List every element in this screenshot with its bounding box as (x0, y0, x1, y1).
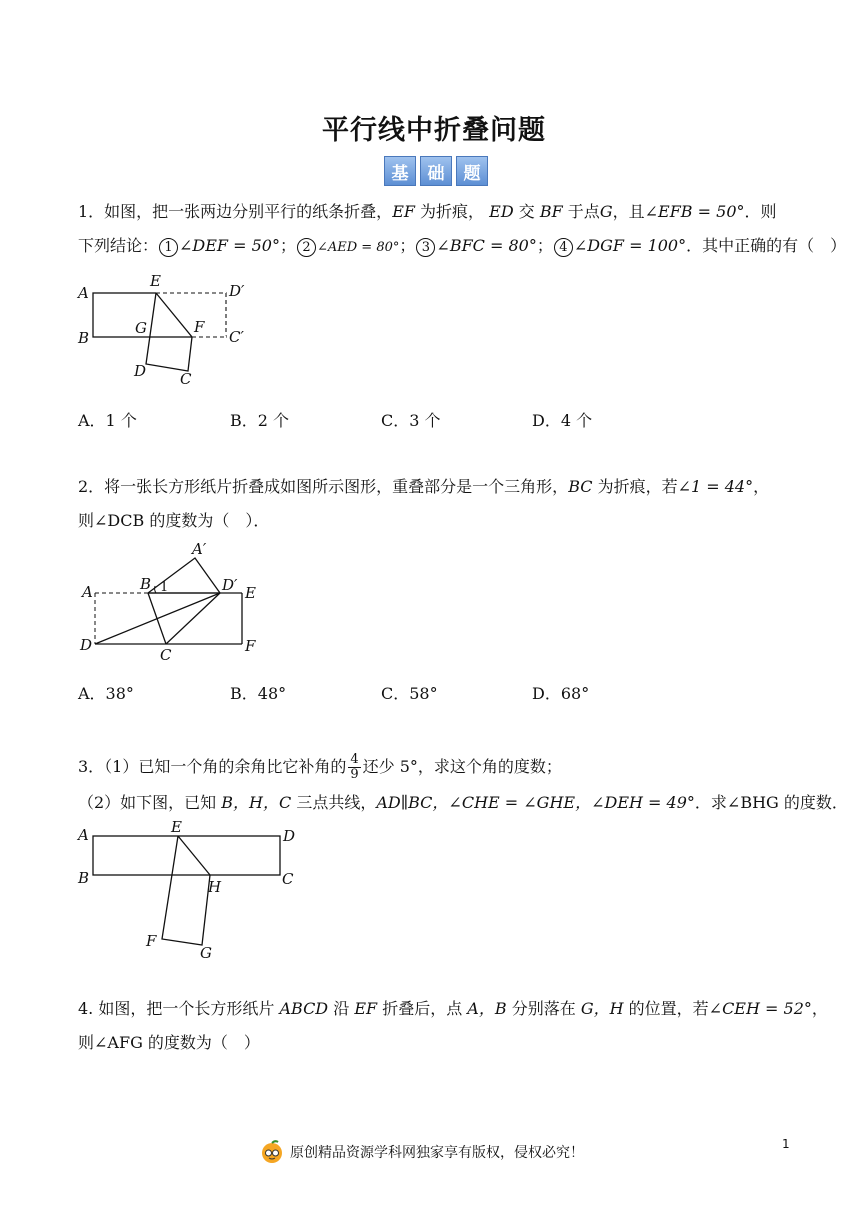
q2-option-d: D．68° (532, 684, 590, 703)
badge-char: 础 (420, 156, 452, 186)
q2-figure (70, 540, 270, 665)
label-D-prime: D′ (229, 282, 245, 300)
q4-line2: 则∠AFG 的度数为（ ） (78, 1033, 260, 1052)
label-F: F (146, 932, 157, 950)
section-badge (384, 156, 488, 186)
q4-line1: 4. 如图，把一个长方形纸片 ABCD 沿 EF 折叠后，点 A，B 分别落在 G，H 的位置，若∠CEH = 52°， (78, 999, 828, 1018)
label-B: B (78, 329, 90, 347)
q2-option-c: C．58° (381, 684, 438, 703)
q1-line2: 下列结论： 1 ∠DEF = 50°； 2 ∠AED = 80°； 3 ∠BFC = 80°； 4 ∠DGF = 100°．其中正确的有（ ） (78, 236, 847, 255)
label-C: C (180, 370, 192, 388)
label-B: B (78, 869, 90, 887)
fraction: $\frac{4}{9}$ (350, 752, 359, 782)
label-F: F (194, 318, 205, 336)
label-B: B (140, 575, 152, 593)
label-H: H (208, 878, 222, 896)
q2-option-a: A．38° (78, 684, 134, 703)
q2-line2: 则∠DCB 的度数为（ ）． (78, 511, 270, 530)
label-E: E (150, 272, 161, 290)
q1-figure (70, 268, 260, 393)
label-F: F (245, 637, 256, 655)
label-angle-1: 1 (160, 580, 169, 595)
label-G: G (200, 944, 212, 962)
label-D-prime: D′ (222, 576, 238, 594)
q1-option-b: B．2 个 (230, 411, 290, 430)
q1-option-d: D．4 个 (532, 411, 593, 430)
page-number: 1 (782, 1137, 790, 1151)
label-D: D (134, 362, 147, 380)
page-title: 平行线中折叠问题 (322, 115, 546, 146)
q3-line1: 3．（1）已知一个角的余角比它补角的 $\frac{4}{9}$ 还少 5°，求这个角的度数； (78, 752, 562, 782)
label-C-prime: C′ (229, 328, 244, 346)
q2-line1: 2．将一张长方形纸片折叠成如图所示图形，重叠部分是一个三角形，BC 为折痕，若∠1 = 44°， (78, 477, 770, 496)
label-E: E (245, 584, 256, 602)
label-C: C (282, 870, 294, 888)
footer (260, 1140, 584, 1164)
badge-char: 题 (456, 156, 488, 186)
q3-figure (70, 818, 310, 963)
label-A-prime: A′ (192, 540, 207, 558)
label-D: D (283, 827, 296, 845)
label-A: A (78, 826, 89, 844)
q1-option-a: A．1 个 (78, 411, 137, 430)
label-A: A (78, 284, 89, 302)
q1-line1: 1．如图，把一张两边分别平行的纸条折叠，EF 为折痕， ED 交 BF 于点G，且∠EFB = 50°．则 (78, 202, 777, 221)
label-A: A (82, 583, 93, 601)
label-E: E (171, 818, 182, 836)
orange-logo-icon (260, 1140, 284, 1164)
label-D: D (80, 636, 93, 654)
q1-option-c: C．3 个 (381, 411, 441, 430)
q2-option-b: B．48° (230, 684, 287, 703)
label-C: C (160, 646, 172, 664)
label-G: G (135, 319, 147, 337)
badge-char: 基 (384, 156, 416, 186)
q3-line2: （2）如下图，已知 B，H，C 三点共线，AD∥BC，∠CHE = ∠GHE，∠DEH = 49°．求∠BHG 的度数． (78, 793, 848, 812)
copyright-notice: 原创精品资源学科网独家享有版权，侵权必究！ (290, 1145, 584, 1161)
